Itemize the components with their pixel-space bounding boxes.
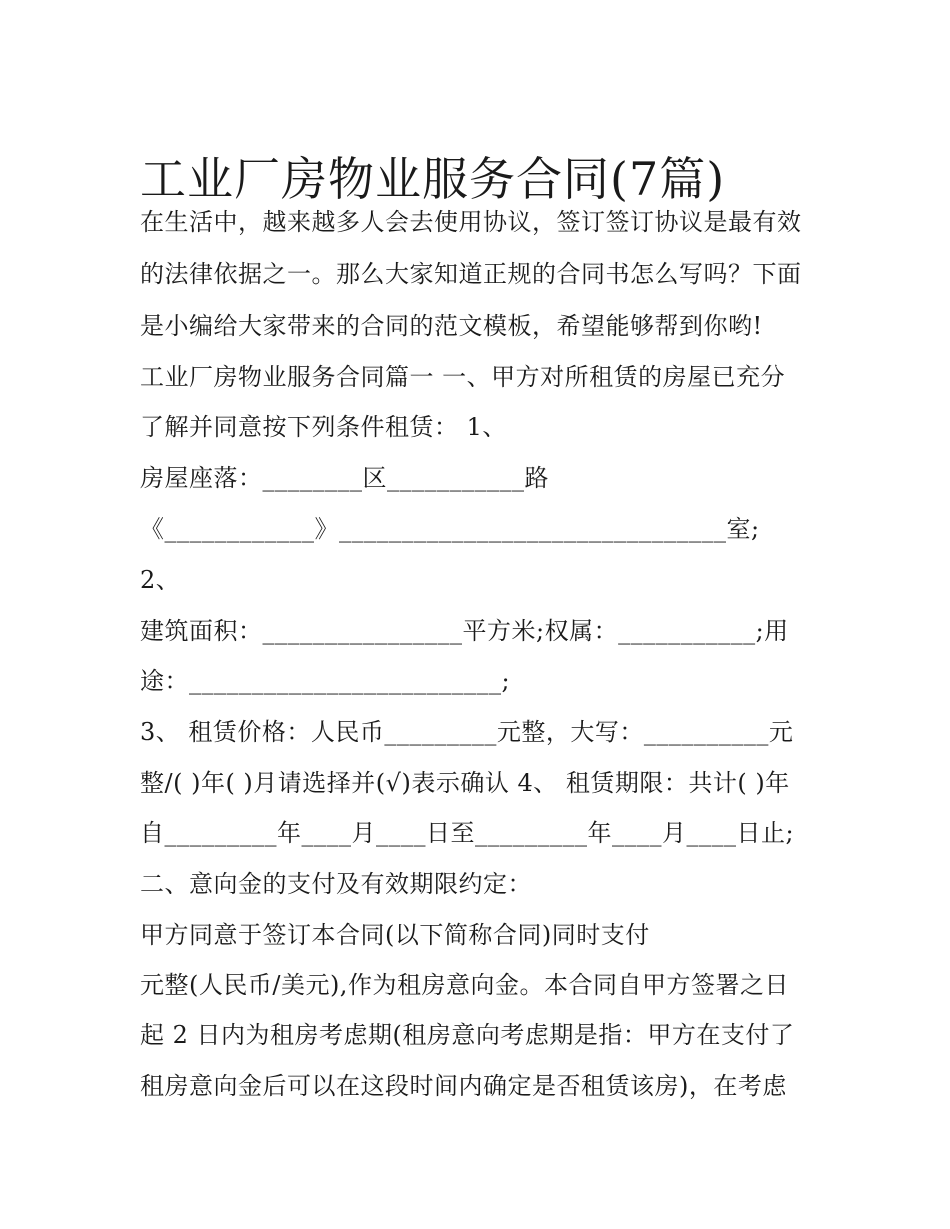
body-line: 租房意向金后可以在这段时间内确定是否租赁该房)，在考虑 <box>140 1072 787 1100</box>
body-line: 甲方同意于签订本合同(以下简称合同)同时支付 <box>140 921 650 949</box>
form-field-price: 3、 租赁价格：人民币_________元整，大写：__________元 <box>140 718 794 746</box>
body-line: 的法律依据之一。那么大家知道正规的合同书怎么写吗？下面 <box>140 260 802 288</box>
form-field-term: 整/( )年( )月请选择并(√)表示确认 4、 租赁期限：共计( )年 <box>140 769 790 797</box>
body-line: 元整(人民币/美元),作为租房意向金。本合同自甲方签署之日 <box>140 971 789 999</box>
body-line: 了解并同意按下列条件租赁： 1、 <box>140 413 507 441</box>
form-field-dates: 自_________年____月____日至_________年____月____日止; <box>140 819 795 847</box>
section-heading-line: 工业厂房物业服务合同篇一 一、甲方对所租赁的房屋已充分 <box>140 363 786 391</box>
body-line: 起 2 日内为租房考虑期(租房意向考虑期是指：甲方在支付了 <box>140 1021 795 1049</box>
document-title: 工业厂房物业服务合同(7篇) <box>140 151 726 206</box>
item-number: 2、 <box>140 566 181 594</box>
form-field-usage: 途：_________________________; <box>140 667 511 695</box>
section-heading-line: 二、意向金的支付及有效期限约定： <box>140 870 532 898</box>
form-field-location: 房屋座落：________区___________路 <box>140 464 549 492</box>
body-line: 在生活中，越来越多人会去使用协议，签订签订协议是最有效 <box>140 208 802 236</box>
form-field-area: 建筑面积：________________平方米;权属：___________;用 <box>140 617 789 645</box>
form-field-building: 《____________》_______________________________室; <box>140 515 760 543</box>
body-line: 是小编给大家带来的合同的范文模板，希望能够帮到你哟! <box>140 312 763 340</box>
